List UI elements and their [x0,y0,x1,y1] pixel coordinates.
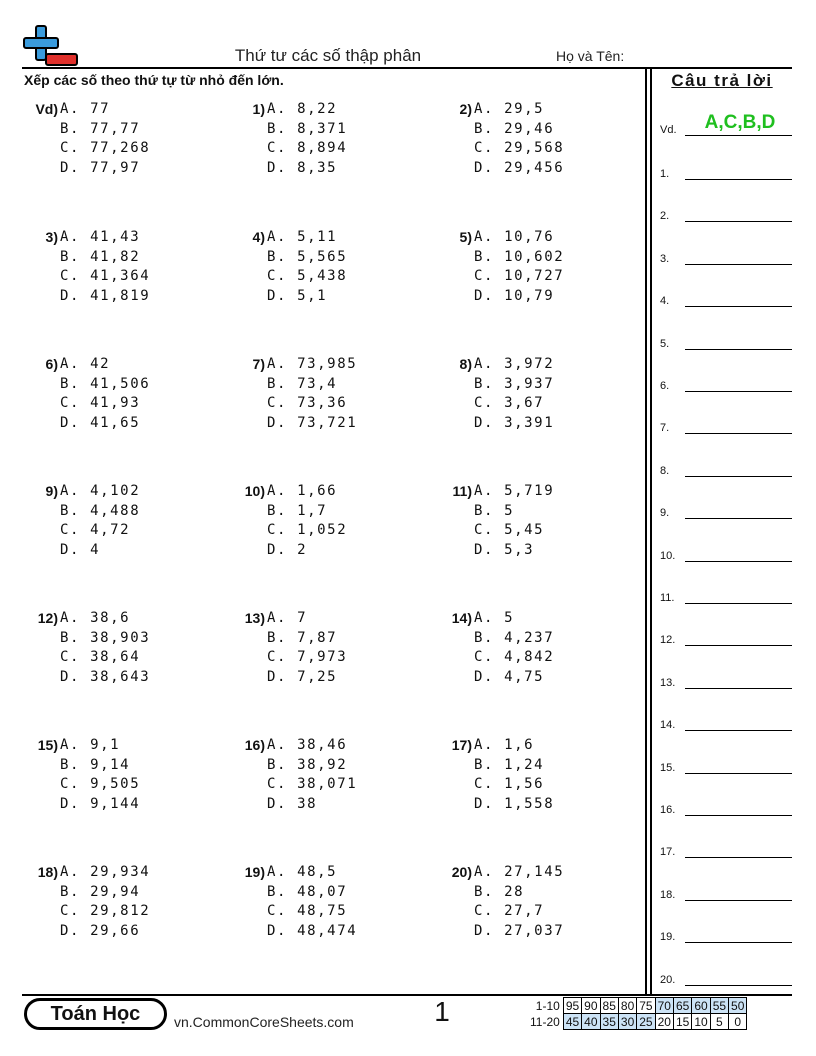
option-item: C. 4,72 [60,522,131,538]
answer-row [660,457,792,477]
score-table [528,997,747,1030]
problem-number: 2) [459,101,472,117]
score-cell: 15 [673,1014,691,1030]
header-divider [22,67,792,69]
option-item: A. 38,6 [60,610,131,626]
answer-label: 18. [660,888,676,901]
answer-row [660,245,792,265]
instructions: Xếp các số theo thứ tự từ nhỏ đến lớn. [24,72,284,88]
answer-label: 9. [660,507,670,520]
option-item: A. 29,934 [60,864,151,880]
score-row-label: 1-10 [535,998,560,1013]
option-item: C. 4,842 [474,649,555,665]
score-cell: 50 [729,998,747,1014]
answer-label: 20. [660,973,676,986]
option-item: D. 2 [267,541,308,558]
option-item: B. 7,87 [267,629,338,646]
answer-label: 15. [660,761,676,774]
option-item: C. 29,812 [60,903,151,919]
option-item: B. 77,77 [60,120,141,137]
problem-number: 9) [45,483,58,499]
worksheet-title: Thứ tư các số thập phân [234,46,422,65]
answer-line[interactable] [685,688,792,689]
problem-options [60,228,150,306]
answer-label: 3. [660,252,670,265]
problem-number: 13) [244,610,265,626]
option-item: C. 77,268 [60,140,151,156]
problem-options [267,736,357,814]
answer-row [660,754,792,774]
score-cell: 90 [582,998,600,1014]
option-item: C. 1,56 [474,776,545,792]
answer-row [660,414,792,434]
problem-number: 19) [244,864,265,880]
option-item: D. 7,25 [267,668,338,685]
problem-number: 7) [252,356,265,372]
answer-line[interactable] [685,476,792,477]
answer-label: 14. [660,719,676,732]
option-item: A. 41,43 [60,229,141,245]
score-cell: 40 [582,1014,600,1030]
option-item: A. 1,6 [474,737,535,753]
score-cell: 60 [692,998,710,1014]
option-item: C. 73,36 [267,395,348,411]
score-cell: 0 [729,1014,747,1030]
score-cell: 20 [655,1014,673,1030]
page-number: 1 [434,996,450,1027]
option-item: A. 1,66 [267,483,338,499]
option-item: B. 3,937 [474,375,555,392]
problem-options [60,736,140,814]
answer-row [660,881,792,901]
option-item: D. 41,65 [60,414,141,431]
option-item: D. 1,558 [474,795,555,812]
score-cell: 85 [600,998,618,1014]
option-item: D. 77,97 [60,159,141,176]
answer-line[interactable] [685,985,792,986]
option-item: B. 38,903 [60,629,151,646]
option-item: B. 29,46 [474,120,555,137]
option-item: D. 5,3 [474,541,535,558]
answer-line[interactable] [685,645,792,646]
answer-line[interactable] [685,179,792,180]
option-item: D. 10,79 [474,287,555,304]
problem-number: 12) [37,610,58,626]
option-item: A. 5,719 [474,483,555,499]
option-item: D. 8,35 [267,159,338,176]
answer-row [660,838,792,858]
answer-line[interactable] [685,306,792,307]
option-item: A. 48,5 [267,864,338,880]
problem-number: 5) [459,229,472,245]
option-item: B. 4,237 [474,629,555,646]
option-item: B. 4,488 [60,502,141,519]
score-cell: 30 [618,1014,636,1030]
option-item: A. 8,22 [267,101,338,117]
answer-label: 4. [660,295,670,308]
answer-line[interactable] [685,518,792,519]
option-item: D. 4,75 [474,668,545,685]
option-item: D. 29,66 [60,922,141,939]
score-cell: 95 [563,998,581,1014]
answer-row [660,711,792,731]
option-item: B. 29,94 [60,883,141,900]
score-cell: 80 [618,998,636,1014]
problem-options [60,482,140,560]
answer-label: 10. [660,549,676,562]
problem-number: 6) [45,356,58,372]
answer-row [660,287,792,307]
option-item: B. 73,4 [267,375,338,392]
score-cell: 75 [637,998,655,1014]
option-item: B. 5,565 [267,248,348,265]
option-item: B. 41,506 [60,375,151,392]
answer-line[interactable] [685,561,792,562]
problem-number: 15) [37,737,58,753]
problem-number: 16) [244,737,265,753]
answers-title: Câu trả lời [671,71,773,90]
option-item: C. 27,7 [474,903,545,919]
answer-label: 7. [660,422,670,435]
answer-row [660,542,792,562]
problem-options [60,609,150,687]
answer-line[interactable] [685,221,792,222]
problem-options [474,482,554,560]
option-item: A. 3,972 [474,356,555,372]
answer-label: 11. [660,592,675,604]
option-item: C. 7,973 [267,649,348,665]
problem-number: 10) [244,483,265,499]
option-item: D. 38 [267,795,318,812]
problem-number: 14) [451,610,472,626]
option-item: C. 3,67 [474,395,545,411]
option-item: C. 29,568 [474,140,565,156]
option-item: D. 5,1 [267,287,328,304]
problem-number: 17) [451,737,472,753]
option-item: D. 3,391 [474,414,555,431]
option-item: C. 41,364 [60,268,151,284]
problem-number: 4) [252,229,265,245]
answer-row [660,923,792,943]
answer-label: 6. [660,380,670,392]
problem-number: 18) [37,864,58,880]
answer-line[interactable] [685,349,792,350]
option-item: A. 73,985 [267,356,358,372]
option-item: D. 41,819 [60,287,151,304]
score-cell: 10 [692,1014,710,1030]
problem-options [267,609,347,687]
answer-line[interactable] [685,433,792,434]
answer-row [660,966,792,986]
option-item: A. 5 [474,610,515,626]
problem-options [267,228,347,306]
option-item: B. 41,82 [60,248,141,265]
option-item: A. 42 [60,356,111,372]
option-item: A. 10,76 [474,229,555,245]
answer-line-example [685,135,792,136]
option-item: C. 1,052 [267,522,348,538]
problem-options [267,100,347,178]
option-item: A. 29,5 [474,101,545,117]
answer-line[interactable] [685,942,792,943]
problem-options [267,863,357,941]
option-item: C. 41,93 [60,395,141,411]
option-item: A. 27,145 [474,864,565,880]
score-cell: 70 [655,998,673,1014]
option-item: A. 5,11 [267,229,338,245]
answer-line[interactable] [685,730,792,731]
option-item: C. 5,45 [474,522,545,538]
option-item: C. 38,64 [60,649,141,665]
answer-label: 17. [660,846,676,859]
option-item: B. 5 [474,502,515,519]
answer-line[interactable] [685,815,792,816]
option-item: D. 48,474 [267,922,358,939]
answer-label: 19. [660,931,676,944]
option-item: D. 9,144 [60,795,141,812]
option-item: A. 4,102 [60,483,141,499]
option-item: B. 8,371 [267,120,348,137]
score-cell: 55 [710,998,728,1014]
option-item: B. 38,92 [267,756,348,773]
problem-options [267,482,347,560]
problem-options [60,355,150,433]
problem-options [474,609,554,687]
answer-label: 1. [660,168,670,180]
score-cell: 45 [563,1014,581,1030]
answer-label: 16. [660,804,676,816]
answer-line[interactable] [685,857,792,858]
option-item: C. 38,071 [267,776,358,792]
answer-column-border-inner [650,67,652,995]
answer-label: 8. [660,464,670,477]
option-item: A. 9,1 [60,737,121,753]
option-item: D. 4 [60,541,101,558]
option-item: C. 10,727 [474,268,565,284]
option-item: C. 8,894 [267,140,348,156]
option-item: B. 48,07 [267,883,348,900]
option-item: C. 48,75 [267,903,348,919]
answer-row [660,669,792,689]
option-item: C. 5,438 [267,268,348,284]
problem-options [474,228,564,306]
answer-line[interactable] [685,773,792,774]
option-item: D. 38,643 [60,668,151,685]
brand-badge: Toán Học [24,998,167,1030]
problem-number: Vd) [35,101,58,117]
option-item: C. 9,505 [60,776,141,792]
problem-number: 11) [452,483,472,499]
footer-divider [22,994,792,996]
option-item: B. 1,24 [474,756,545,773]
option-item: B. 10,602 [474,248,565,265]
answer-row [660,160,792,180]
score-cell: 25 [637,1014,655,1030]
option-item: A. 7 [267,610,308,626]
option-item: B. 9,14 [60,756,131,773]
problem-options [474,736,554,814]
problem-options [474,863,564,941]
problem-options [474,355,554,433]
name-label: Họ và Tên: [556,48,625,64]
answer-row [660,796,792,816]
answer-row [660,372,792,392]
answer-row [660,499,792,519]
answer-row [660,626,792,646]
answer-column-border [645,67,647,995]
problem-options [60,100,150,178]
problem-number: 20) [451,864,472,880]
score-cell: 5 [710,1014,728,1030]
answer-row-example [660,112,792,136]
answer-label: 12. [660,634,676,647]
answer-label-example: Vd. [660,124,677,136]
answer-row [660,330,792,350]
problem-number: 8) [459,356,472,372]
problem-options [474,100,564,178]
problem-number: 1) [252,101,265,117]
option-item: D. 29,456 [474,159,565,176]
answer-line[interactable] [685,900,792,901]
answer-label: 13. [660,676,676,689]
problem-options [60,863,150,941]
score-row-label: 11-20 [530,1014,560,1029]
answer-label: 2. [660,210,670,223]
example-answer: A,C,B,D [704,112,776,133]
option-item: B. 1,7 [267,502,328,519]
answer-label: 5. [660,337,670,350]
option-item: A. 77 [60,101,111,117]
site-url: vn.CommonCoreSheets.com [174,1014,354,1030]
option-item: D. 27,037 [474,922,565,939]
option-item: A. 38,46 [267,737,348,753]
option-item: D. 73,721 [267,414,358,431]
score-row [528,998,747,1014]
answer-line[interactable] [685,603,792,604]
answer-line[interactable] [685,391,792,392]
answer-line[interactable] [685,264,792,265]
score-cell: 65 [673,998,691,1014]
answer-row [660,202,792,222]
answer-row [660,584,792,604]
score-cell: 35 [600,1014,618,1030]
score-row [528,1014,747,1030]
problem-number: 3) [45,229,58,245]
problem-options [267,355,357,433]
option-item: B. 28 [474,883,525,900]
